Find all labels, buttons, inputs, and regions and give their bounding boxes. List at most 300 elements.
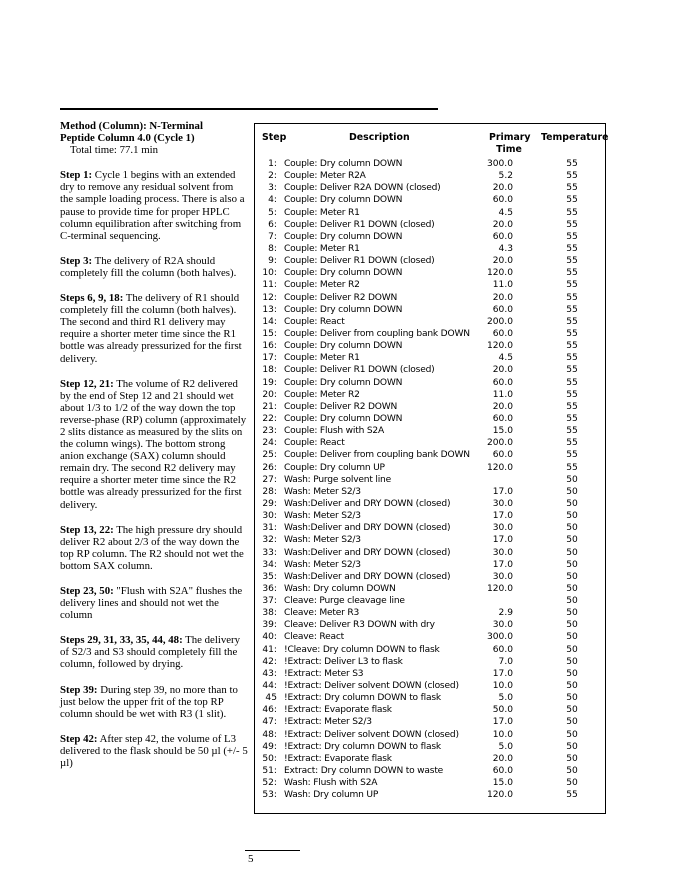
primary-time: 120.0 xyxy=(486,268,513,279)
step-number: 41: xyxy=(262,644,277,655)
table-row xyxy=(255,207,605,219)
temperature: 50 xyxy=(566,511,578,522)
table-row xyxy=(255,607,605,619)
method-title-line2: Peptide Column 4.0 (Cycle 1) xyxy=(60,132,195,145)
table-row xyxy=(255,340,605,352)
table-row xyxy=(255,644,605,656)
step-number: 24: xyxy=(262,438,277,449)
primary-time: 5.0 xyxy=(498,741,513,752)
step-description: Cleave: React xyxy=(284,632,345,643)
table-row xyxy=(255,267,605,279)
step-number: 28: xyxy=(262,486,277,497)
temperature: 55 xyxy=(566,268,578,279)
step-description: !Extract: Meter S3 xyxy=(284,668,364,679)
steps-table xyxy=(254,123,609,814)
step-number: 46: xyxy=(262,705,277,716)
step-number: 23: xyxy=(262,426,277,437)
step-number: 42: xyxy=(262,656,277,667)
temperature: 55 xyxy=(566,159,578,169)
step-description: !Extract: Deliver L3 to flask xyxy=(284,656,403,667)
step-note-text: Cycle 1 begins with an extended dry to remove any residual solvent from the sample loading process. There is also a pause to provide time for proper HPLC column equilibration after switching from C-terminal sequencing. xyxy=(60,169,245,242)
table-row xyxy=(255,219,605,231)
step-description: Wash:Deliver and DRY DOWN (closed) xyxy=(284,547,451,558)
step-number: 27: xyxy=(262,474,277,485)
step-number: 38: xyxy=(262,608,277,619)
step-number: 44: xyxy=(262,681,277,692)
step-description: !Extract: Meter S2/3 xyxy=(284,717,372,728)
temperature: 55 xyxy=(566,171,578,182)
primary-time: 30.0 xyxy=(492,547,513,558)
step-description: Wash: Flush with S2A xyxy=(284,778,378,789)
temperature: 50 xyxy=(566,681,578,692)
table-row xyxy=(255,498,605,510)
step-note-label: Steps 6, 9, 18: xyxy=(60,292,124,305)
step-description: Wash: Dry column UP xyxy=(284,790,379,801)
primary-time: 200.0 xyxy=(486,316,513,327)
table-row xyxy=(255,401,605,413)
step-number: 49: xyxy=(262,741,277,752)
temperature: 55 xyxy=(566,438,578,449)
primary-time: 5.2 xyxy=(498,171,513,182)
table-row xyxy=(255,510,605,522)
step-number: 45 xyxy=(265,693,277,704)
step-description: Couple: Deliver R2 DOWN xyxy=(284,401,398,412)
step-description: Couple: Deliver R1 DOWN (closed) xyxy=(284,365,435,376)
primary-time: 200.0 xyxy=(486,438,513,449)
temperature: 55 xyxy=(566,316,578,327)
step-description: Couple: Dry column DOWN xyxy=(284,159,403,169)
step-description: Wash: Purge solvent line xyxy=(284,474,391,485)
step-description: Couple: React xyxy=(284,316,345,327)
step-number: 21: xyxy=(262,401,277,412)
step-note-text: "Flush with S2A" flushes the delivery lines and should not wet the column xyxy=(60,585,243,622)
step-number: 9: xyxy=(268,256,277,267)
step-notes xyxy=(60,169,248,769)
step-number: 43: xyxy=(262,668,277,679)
primary-time: 4.5 xyxy=(498,207,513,218)
step-description: Couple: Dry column DOWN xyxy=(284,413,403,424)
step-description: Couple: Deliver R1 DOWN (closed) xyxy=(284,219,435,230)
step-description: Extract: Dry column DOWN to waste xyxy=(284,766,444,777)
primary-time: 15.0 xyxy=(492,426,513,437)
table-row xyxy=(255,170,605,182)
temperature: 55 xyxy=(566,450,578,461)
table-row xyxy=(255,243,605,255)
step-number: 10: xyxy=(262,268,277,279)
step-number: 37: xyxy=(262,596,277,607)
step-number: 25: xyxy=(262,450,277,461)
step-note-text: The volume of R2 delivered by the end of Step 12 and 21 should wet about 1/3 to 1/2 of the way down the top reverse-phase (RP) column (approximately 2 slits distance as measured by the slits on the column wings). The bottom strong anion exchange (SAX) column should remain dry. The second R2 delivery may require a shorter meter time since the R2 bottle was already pressurized for the first delivery. xyxy=(60,377,247,511)
table-row xyxy=(255,377,605,389)
step-number: 4: xyxy=(268,195,277,206)
table-row xyxy=(255,729,605,741)
table-row xyxy=(255,182,605,194)
step-description: Cleave: Meter R3 xyxy=(284,608,360,619)
temperature: 55 xyxy=(566,413,578,424)
table-row xyxy=(255,547,605,559)
step-description: Couple: React xyxy=(284,438,345,449)
temperature: 55 xyxy=(566,341,578,352)
primary-time: 17.0 xyxy=(492,717,513,728)
step-number: 16: xyxy=(262,341,277,352)
step-number: 35: xyxy=(262,571,277,582)
header-time-line1: Primary xyxy=(489,132,531,143)
step-note-label: Step 13, 22: xyxy=(60,523,114,536)
temperature: 50 xyxy=(566,729,578,740)
primary-time: 30.0 xyxy=(492,620,513,631)
temperature: 50 xyxy=(566,474,578,485)
method-heading xyxy=(60,120,248,156)
table-row xyxy=(255,583,605,595)
temperature: 50 xyxy=(566,620,578,631)
primary-time: 20.0 xyxy=(492,256,513,267)
primary-time: 60.0 xyxy=(492,766,513,777)
temperature: 55 xyxy=(566,328,578,339)
temperature: 50 xyxy=(566,693,578,704)
step-number: 5: xyxy=(268,207,277,218)
header-time-line2: Time xyxy=(496,144,522,155)
table-row xyxy=(255,522,605,534)
primary-time: 60.0 xyxy=(492,195,513,206)
table-row xyxy=(255,656,605,668)
table-row xyxy=(255,364,605,376)
primary-time: 7.0 xyxy=(498,656,513,667)
step-description: Couple: Deliver from coupling bank DOWN xyxy=(284,450,470,461)
step-number: 52: xyxy=(262,778,277,789)
step-description: Wash: Meter S2/3 xyxy=(284,535,361,546)
step-number: 12: xyxy=(262,292,277,303)
step-number: 13: xyxy=(262,304,277,315)
step-description: Couple: Dry column DOWN xyxy=(284,377,403,388)
temperature: 50 xyxy=(566,753,578,764)
step-number: 7: xyxy=(268,231,277,242)
temperature: 50 xyxy=(566,717,578,728)
step-description: !Extract: Evaporate flask xyxy=(284,705,392,716)
temperature: 55 xyxy=(566,183,578,194)
step-description: Couple: Dry column UP xyxy=(284,462,385,473)
temperature: 50 xyxy=(566,656,578,667)
step-number: 32: xyxy=(262,535,277,546)
step-description: Wash: Meter S2/3 xyxy=(284,486,361,497)
primary-time: 30.0 xyxy=(492,523,513,534)
primary-time: 17.0 xyxy=(492,535,513,546)
step-description: Wash:Deliver and DRY DOWN (closed) xyxy=(284,571,451,582)
table-row xyxy=(255,158,605,170)
step-number: 18: xyxy=(262,365,277,376)
table-row xyxy=(255,716,605,728)
temperature: 50 xyxy=(566,644,578,655)
step-note xyxy=(60,292,248,365)
primary-time: 5.0 xyxy=(498,693,513,704)
primary-time: 60.0 xyxy=(492,328,513,339)
primary-time: 120.0 xyxy=(486,790,513,801)
primary-time: 20.0 xyxy=(492,365,513,376)
table-row xyxy=(255,534,605,546)
table-row xyxy=(255,741,605,753)
primary-time: 20.0 xyxy=(492,292,513,303)
temperature: 50 xyxy=(566,608,578,619)
step-note-label: Step 1: xyxy=(60,169,93,182)
temperature: 50 xyxy=(566,571,578,582)
step-description: Couple: Flush with S2A xyxy=(284,426,385,437)
table-row xyxy=(255,316,605,328)
table-body xyxy=(255,158,605,801)
primary-time: 11.0 xyxy=(492,389,513,400)
step-number: 40: xyxy=(262,632,277,643)
temperature: 55 xyxy=(566,426,578,437)
table-row xyxy=(255,559,605,571)
table-row xyxy=(255,279,605,291)
step-number: 11: xyxy=(262,280,277,291)
table-row xyxy=(255,777,605,789)
step-description: Couple: Dry column DOWN xyxy=(284,195,403,206)
step-number: 29: xyxy=(262,498,277,509)
step-note xyxy=(60,378,248,511)
table-row xyxy=(255,231,605,243)
primary-time: 17.0 xyxy=(492,486,513,497)
step-description: Couple: Meter R1 xyxy=(284,353,360,364)
step-note-text: The delivery of R1 should completely fill the column (both halves). The second and third R1 delivery may require a shorter meter time since the R1 bottle was already pressurized for the first delivery. xyxy=(60,292,242,365)
step-note-text: The high pressure dry should deliver R2 about 2/3 of the way down the top RP column. The R2 should not wet the bottom SAX column. xyxy=(60,523,244,572)
table-row xyxy=(255,486,605,498)
table-row xyxy=(255,692,605,704)
temperature: 55 xyxy=(566,389,578,400)
temperature: 55 xyxy=(566,219,578,230)
primary-time: 120.0 xyxy=(486,583,513,594)
step-description: Couple: Meter R1 xyxy=(284,243,360,254)
table-header xyxy=(255,132,609,158)
temperature: 55 xyxy=(566,401,578,412)
table-row xyxy=(255,668,605,680)
header-description: Description xyxy=(349,132,410,143)
table-row xyxy=(255,389,605,401)
step-description: Couple: Deliver R1 DOWN (closed) xyxy=(284,256,435,267)
step-note-text: During step 39, no more than to just below the upper frit of the top RP column should be wet with R3 (1 slit). xyxy=(60,683,238,720)
step-note-label: Step 39: xyxy=(60,683,98,696)
table-row xyxy=(255,595,605,607)
step-note-label: Step 23, 50: xyxy=(60,585,114,597)
step-number: 3: xyxy=(268,183,277,194)
step-description: Couple: Meter R2 xyxy=(284,389,360,400)
temperature: 50 xyxy=(566,705,578,716)
step-number: 39: xyxy=(262,620,277,631)
step-description: Couple: Meter R1 xyxy=(284,207,360,218)
step-number: 33: xyxy=(262,547,277,558)
primary-time: 10.0 xyxy=(492,681,513,692)
step-description: !Extract: Deliver solvent DOWN (closed) xyxy=(284,681,459,692)
step-note-text: The delivery of S2/3 and S3 should completely fill the column, followed by drying. xyxy=(60,634,241,671)
temperature: 55 xyxy=(566,462,578,473)
step-description: !Extract: Deliver solvent DOWN (closed) xyxy=(284,729,459,740)
step-description: Couple: Deliver R2 DOWN xyxy=(284,292,398,303)
step-description: Couple: Meter R2 xyxy=(284,280,360,291)
table-row xyxy=(255,789,605,801)
step-number: 53: xyxy=(262,790,277,801)
step-description: Wash: Meter S2/3 xyxy=(284,559,361,570)
step-description: Couple: Dry column DOWN xyxy=(284,304,403,315)
primary-time: 20.0 xyxy=(492,401,513,412)
table-row xyxy=(255,765,605,777)
table-row xyxy=(255,328,605,340)
table-row xyxy=(255,753,605,765)
temperature: 55 xyxy=(566,243,578,254)
temperature: 55 xyxy=(566,195,578,206)
step-description: Couple: Dry column DOWN xyxy=(284,268,403,279)
primary-time: 60.0 xyxy=(492,644,513,655)
step-number: 14: xyxy=(262,316,277,327)
primary-time: 120.0 xyxy=(486,341,513,352)
step-note xyxy=(60,634,248,670)
temperature: 55 xyxy=(566,365,578,376)
temperature: 50 xyxy=(566,766,578,777)
step-description: !Extract: Dry column DOWN to flask xyxy=(284,693,441,704)
step-note xyxy=(60,524,248,572)
step-note xyxy=(60,585,248,621)
primary-time: 4.3 xyxy=(498,243,513,254)
header-rule xyxy=(60,108,438,110)
temperature: 55 xyxy=(566,207,578,218)
temperature: 50 xyxy=(566,559,578,570)
step-number: 36: xyxy=(262,583,277,594)
temperature: 55 xyxy=(566,304,578,315)
primary-time: 4.5 xyxy=(498,353,513,364)
footer-rule xyxy=(245,850,300,851)
step-number: 50: xyxy=(262,753,277,764)
step-number: 1: xyxy=(268,159,277,169)
step-number: 15: xyxy=(262,328,277,339)
primary-time: 15.0 xyxy=(492,778,513,789)
primary-time: 2.9 xyxy=(498,608,513,619)
step-note xyxy=(60,684,248,720)
table-row xyxy=(255,462,605,474)
primary-time: 300.0 xyxy=(486,632,513,643)
step-number: 19: xyxy=(262,377,277,388)
step-description: Couple: Dry column DOWN xyxy=(284,341,403,352)
primary-time: 60.0 xyxy=(492,413,513,424)
method-notes-column xyxy=(60,120,248,782)
step-description: !Extract: Evaporate flask xyxy=(284,753,392,764)
step-number: 2: xyxy=(268,171,277,182)
primary-time: 20.0 xyxy=(492,753,513,764)
primary-time: 20.0 xyxy=(492,183,513,194)
header-temperature: Temperature xyxy=(541,132,609,143)
temperature: 55 xyxy=(566,790,578,801)
table-row xyxy=(255,619,605,631)
primary-time: 17.0 xyxy=(492,511,513,522)
temperature: 50 xyxy=(566,741,578,752)
header-primary-time xyxy=(489,132,529,156)
step-description: Wash: Dry column DOWN xyxy=(284,583,396,594)
primary-time: 60.0 xyxy=(492,231,513,242)
temperature: 55 xyxy=(566,231,578,242)
temperature: 50 xyxy=(566,498,578,509)
primary-time: 60.0 xyxy=(492,450,513,461)
table-row xyxy=(255,571,605,583)
step-description: Couple: Meter R2A xyxy=(284,171,366,182)
step-number: 30: xyxy=(262,511,277,522)
primary-time: 10.0 xyxy=(492,729,513,740)
temperature: 50 xyxy=(566,583,578,594)
primary-time: 17.0 xyxy=(492,559,513,570)
temperature: 50 xyxy=(566,596,578,607)
temperature: 50 xyxy=(566,778,578,789)
step-description: Wash:Deliver and DRY DOWN (closed) xyxy=(284,523,451,534)
step-description: !Extract: Dry column DOWN to flask xyxy=(284,741,441,752)
step-number: 8: xyxy=(268,243,277,254)
primary-time: 11.0 xyxy=(492,280,513,291)
primary-time: 60.0 xyxy=(492,304,513,315)
primary-time: 300.0 xyxy=(486,159,513,169)
temperature: 55 xyxy=(566,256,578,267)
step-note-text: The delivery of R2A should completely fill the column (both halves). xyxy=(60,254,237,279)
step-number: 51: xyxy=(262,766,277,777)
table-row xyxy=(255,292,605,304)
table-row xyxy=(255,352,605,364)
primary-time: 20.0 xyxy=(492,219,513,230)
primary-time: 30.0 xyxy=(492,498,513,509)
total-time: Total time: 77.1 min xyxy=(70,144,159,157)
step-number: 17: xyxy=(262,353,277,364)
step-description: Cleave: Purge cleavage line xyxy=(284,596,405,607)
step-description: Couple: Deliver from coupling bank DOWN xyxy=(284,328,470,339)
step-number: 20: xyxy=(262,389,277,400)
table-row xyxy=(255,474,605,486)
table-row xyxy=(255,449,605,461)
table-row xyxy=(255,680,605,692)
table-row xyxy=(255,704,605,716)
table-row xyxy=(255,631,605,643)
temperature: 50 xyxy=(566,547,578,558)
temperature: 50 xyxy=(566,486,578,497)
table-row xyxy=(255,194,605,206)
temperature: 55 xyxy=(566,377,578,388)
primary-time: 17.0 xyxy=(492,668,513,679)
primary-time: 60.0 xyxy=(492,377,513,388)
primary-time: 120.0 xyxy=(486,462,513,473)
step-description: Couple: Deliver R2A DOWN (closed) xyxy=(284,183,441,194)
step-number: 34: xyxy=(262,559,277,570)
step-note-label: Step 42: xyxy=(60,732,98,745)
step-number: 26: xyxy=(262,462,277,473)
temperature: 55 xyxy=(566,292,578,303)
temperature: 50 xyxy=(566,632,578,643)
temperature: 55 xyxy=(566,353,578,364)
step-description: Wash: Meter S2/3 xyxy=(284,511,361,522)
temperature: 50 xyxy=(566,523,578,534)
page-number: 5 xyxy=(248,853,254,865)
step-number: 22: xyxy=(262,413,277,424)
primary-time: 30.0 xyxy=(492,571,513,582)
table-row xyxy=(255,304,605,316)
step-note-label: Step 12, 21: xyxy=(60,377,114,390)
step-description: Wash:Deliver and DRY DOWN (closed) xyxy=(284,498,451,509)
step-number: 6: xyxy=(268,219,277,230)
step-number: 31: xyxy=(262,523,277,534)
step-number: 47: xyxy=(262,717,277,728)
step-description: Cleave: Deliver R3 DOWN with dry xyxy=(284,620,435,631)
temperature: 50 xyxy=(566,535,578,546)
step-number: 48: xyxy=(262,729,277,740)
step-note xyxy=(60,255,248,279)
header-step: Step xyxy=(262,132,287,143)
table-row xyxy=(255,425,605,437)
table-row xyxy=(255,437,605,449)
step-note-text: After step 42, the volume of L3 delivered to the flask should be 50 µl (+/- 5 µl) xyxy=(60,732,248,770)
step-note xyxy=(60,169,248,242)
step-note-label: Step 3: xyxy=(60,254,93,267)
step-note xyxy=(60,733,248,769)
temperature: 50 xyxy=(566,668,578,679)
